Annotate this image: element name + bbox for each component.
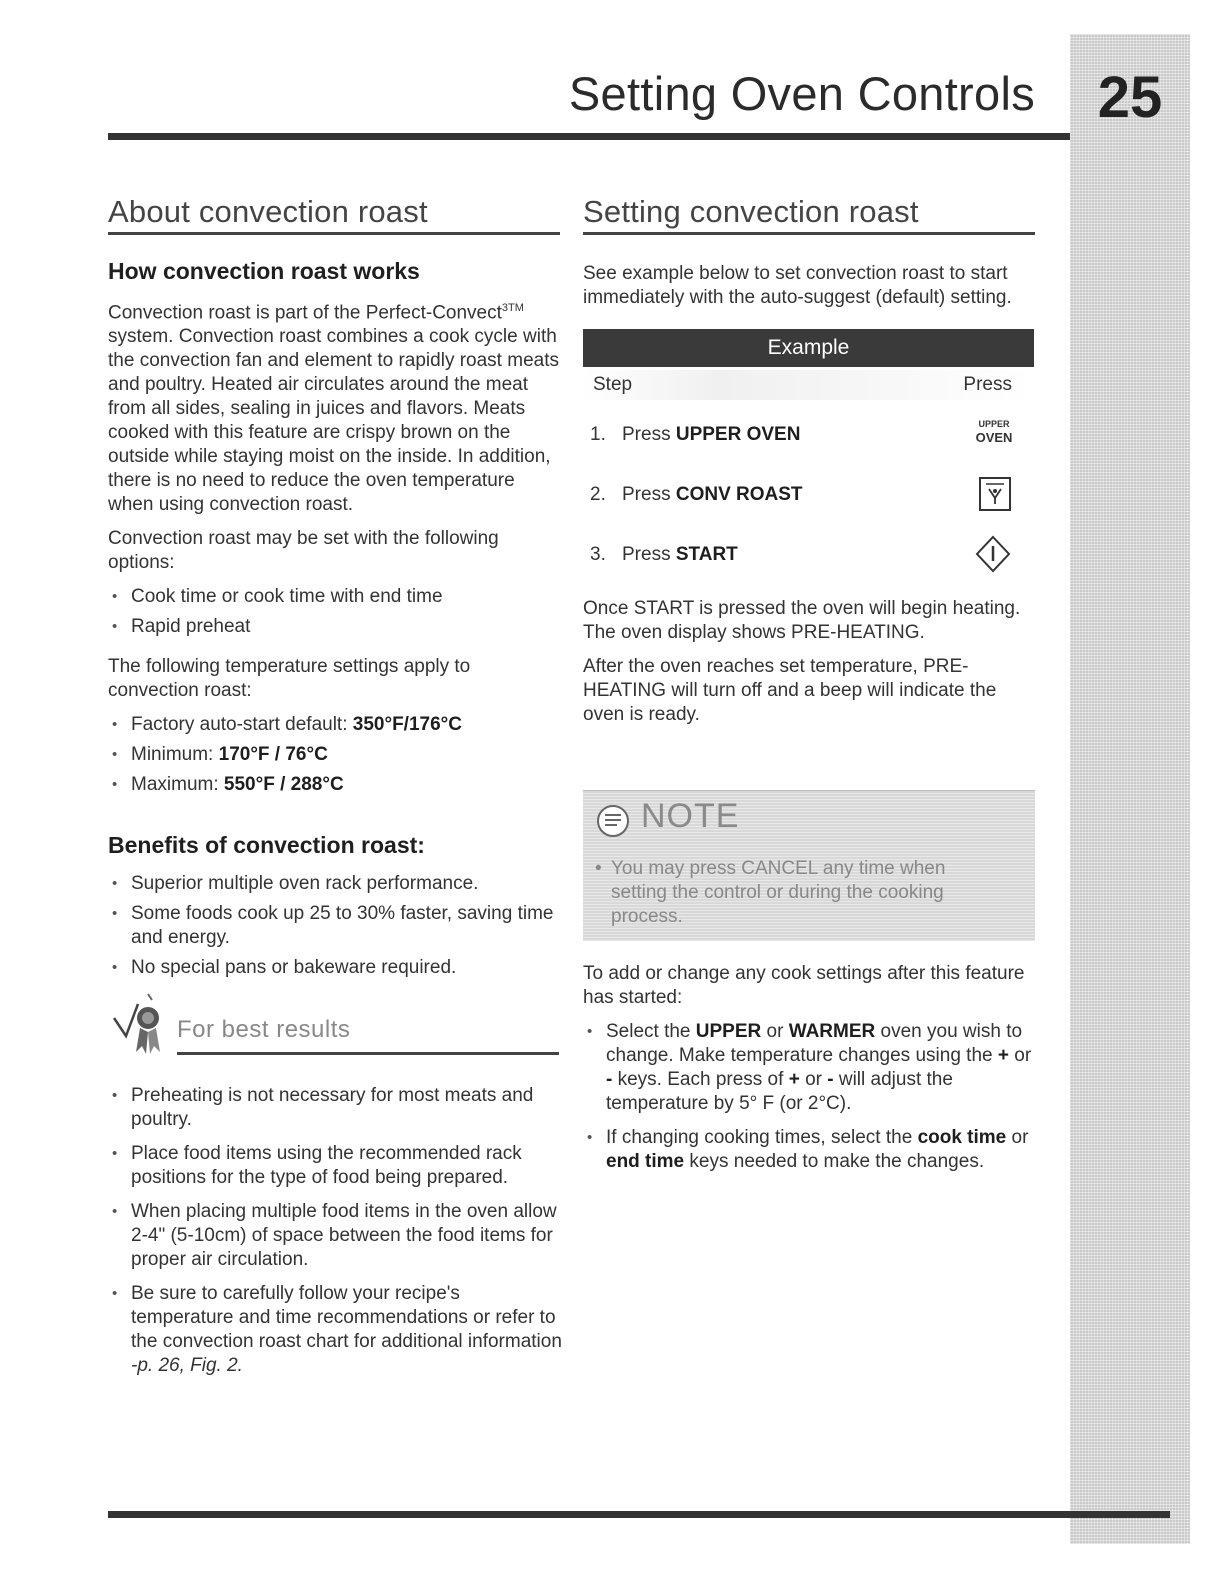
header-divider: [108, 133, 1070, 140]
column-step: Step: [593, 374, 633, 395]
example-step-3: [590, 534, 1026, 574]
temp-label: Minimum:: [131, 744, 219, 766]
list-item: [108, 773, 563, 797]
change-body: [583, 962, 1035, 1180]
options-list: [108, 585, 563, 639]
after-start-paragraph-1: Once START is pressed the oven will begin heating. The oven display shows PRE-HEATING.: [583, 598, 1021, 643]
list-item: • Some foods cook up 25 to 30% faster, saving time and energy.: [108, 902, 563, 950]
step-key-name: CONV ROAST: [675, 484, 803, 505]
benefits-heading: Benefits of convection roast:: [108, 832, 425, 858]
list-item: • Place food items using the recommended rack positions for the type of food being prepared.: [108, 1142, 563, 1190]
column-press: Press: [963, 374, 1012, 395]
text-run: If changing cooking times, select the: [606, 1127, 918, 1148]
example-title-bar: Example: [583, 329, 1034, 367]
footer-divider: [108, 1511, 1170, 1518]
text-run: or: [799, 1069, 828, 1090]
step-key-name: UPPER OVEN: [675, 424, 801, 445]
text-run: -: [827, 1069, 834, 1090]
step-number: 2.: [590, 484, 606, 505]
how-body: [108, 296, 563, 803]
best-last-text: Be sure to carefully follow your recipe's temperature and time recommendations or refer to the convection roast chart for additional information: [131, 1283, 562, 1352]
best-results-list: [108, 1084, 563, 1378]
list-item: [583, 1126, 1035, 1174]
setting-intro: See example below to set convection roast to start immediately with the auto-suggest (default) setting.: [583, 263, 1012, 308]
list-item: • Preheating is not necessary for most meats and poultry.: [108, 1084, 563, 1132]
text-run: +: [997, 1045, 1009, 1066]
temperature-list: [108, 713, 563, 797]
how-p1-a: Convection roast is part of the Perfect-Convect: [108, 302, 502, 324]
section-title-setting: Setting convection roast: [583, 194, 919, 229]
key-line-1: UPPER: [978, 419, 1010, 429]
text-run: WARMER: [788, 1021, 876, 1042]
benefits-body: [108, 872, 563, 986]
step-prefix: Press: [622, 544, 676, 565]
list-item: • No special pans or bakeware required.: [108, 956, 563, 980]
figure-reference: -p. 26, Fig. 2.: [131, 1355, 243, 1376]
text-run: or: [1008, 1045, 1032, 1066]
list-item: • Superior multiple oven rack performance.: [108, 872, 563, 896]
text-run: or: [1006, 1127, 1029, 1148]
page-title: Setting Oven Controls: [568, 67, 1035, 120]
step-text: [622, 424, 800, 446]
upper-oven-key-icon: [972, 418, 1016, 444]
step-number: 1.: [590, 424, 606, 445]
note-title: NOTE: [641, 797, 740, 835]
text-run: UPPER: [695, 1021, 762, 1042]
step-number: 3.: [590, 544, 606, 565]
note-box: [583, 790, 1035, 941]
start-key-icon: [974, 534, 1012, 574]
note-bullet: •: [595, 858, 602, 879]
after-start-paragraph-2: After the oven reaches set temperature, PRE-HEATING will turn off and a beep will indicate the oven is ready.: [583, 656, 997, 725]
example-step-1: [590, 414, 1026, 454]
temp-value: 350°F/176°C: [352, 714, 462, 736]
list-item: [108, 743, 563, 767]
best-results-rule: [177, 1052, 559, 1055]
benefits-list: [108, 872, 563, 980]
step-prefix: Press: [622, 424, 676, 445]
trademark-sup: 3TM: [501, 302, 524, 314]
how-paragraph-3: The following temperature settings apply to convection roast:: [108, 656, 471, 702]
page-side-tab: [1070, 34, 1190, 1544]
text-run: oven you wish to change. Make temperature changes using the: [606, 1021, 1023, 1066]
temp-value: 550°F / 288°C: [223, 774, 344, 796]
how-heading: How convection roast works: [108, 258, 420, 284]
section-title-about: About convection roast: [108, 194, 428, 229]
list-item: [108, 1282, 563, 1378]
example-column-header: [583, 370, 1034, 400]
key-line-2: OVEN: [975, 430, 1013, 445]
step-text: [622, 484, 803, 506]
note-text-content: You may press CANCEL any time when setting the control or during the cooking process.: [611, 858, 946, 927]
list-item: • Rapid preheat: [108, 615, 563, 639]
list-item: [583, 1020, 1035, 1116]
after-start-body: [583, 597, 1038, 737]
note-icon: [595, 803, 631, 839]
text-run: end time: [606, 1151, 685, 1172]
text-run: -: [606, 1069, 613, 1090]
change-intro: To add or change any cook settings after this feature has started:: [583, 963, 1025, 1008]
step-key-name: START: [675, 544, 738, 565]
list-item: • Cook time or cook time with end time: [108, 585, 563, 609]
best-results-title: For best results: [177, 1016, 351, 1043]
text-run: or: [761, 1021, 789, 1042]
list-item: [108, 713, 563, 737]
how-p1-b: system. Convection roast combines a cook cycle with the convection fan and element to rapidly roast meats and poultry. Heated air circulates around the meat from all sides, sealing in juices and flavors. Meats cooked with this feature are crispy brown on the outside while staying moist on the inside. In addition, there is no need to reduce the oven temperature when using convection roast.: [108, 326, 559, 516]
change-list: [583, 1020, 1035, 1174]
text-run: will adjust the temperature by 5° F (or 2°C).: [606, 1069, 953, 1114]
section-rule-setting: [583, 232, 1035, 235]
page-number: 25: [1097, 65, 1163, 130]
temp-label: Maximum:: [131, 774, 224, 796]
example-step-2: [590, 474, 1026, 514]
text-run: +: [788, 1069, 800, 1090]
text-run: keys. Each press of: [612, 1069, 789, 1090]
step-text: [622, 544, 738, 566]
section-rule-about: [108, 232, 560, 235]
step-prefix: Press: [622, 484, 676, 505]
conv-roast-key-icon: [978, 476, 1012, 512]
text-run: keys needed to make the changes.: [684, 1151, 985, 1172]
best-results-body: [108, 1084, 563, 1384]
temp-value: 170°F / 76°C: [218, 744, 328, 766]
best-results-ribbon-icon: [108, 990, 174, 1062]
note-text: [595, 857, 1001, 929]
how-paragraph-1: [108, 296, 563, 517]
how-paragraph-2: Convection roast may be set with the following options:: [108, 528, 499, 574]
temp-label: Factory auto-start default:: [131, 714, 353, 736]
text-run: cook time: [917, 1127, 1007, 1148]
text-run: Select the: [606, 1021, 696, 1042]
list-item: • When placing multiple food items in the oven allow 2-4" (5-10cm) of space between the food items for proper air circulation.: [108, 1200, 563, 1272]
